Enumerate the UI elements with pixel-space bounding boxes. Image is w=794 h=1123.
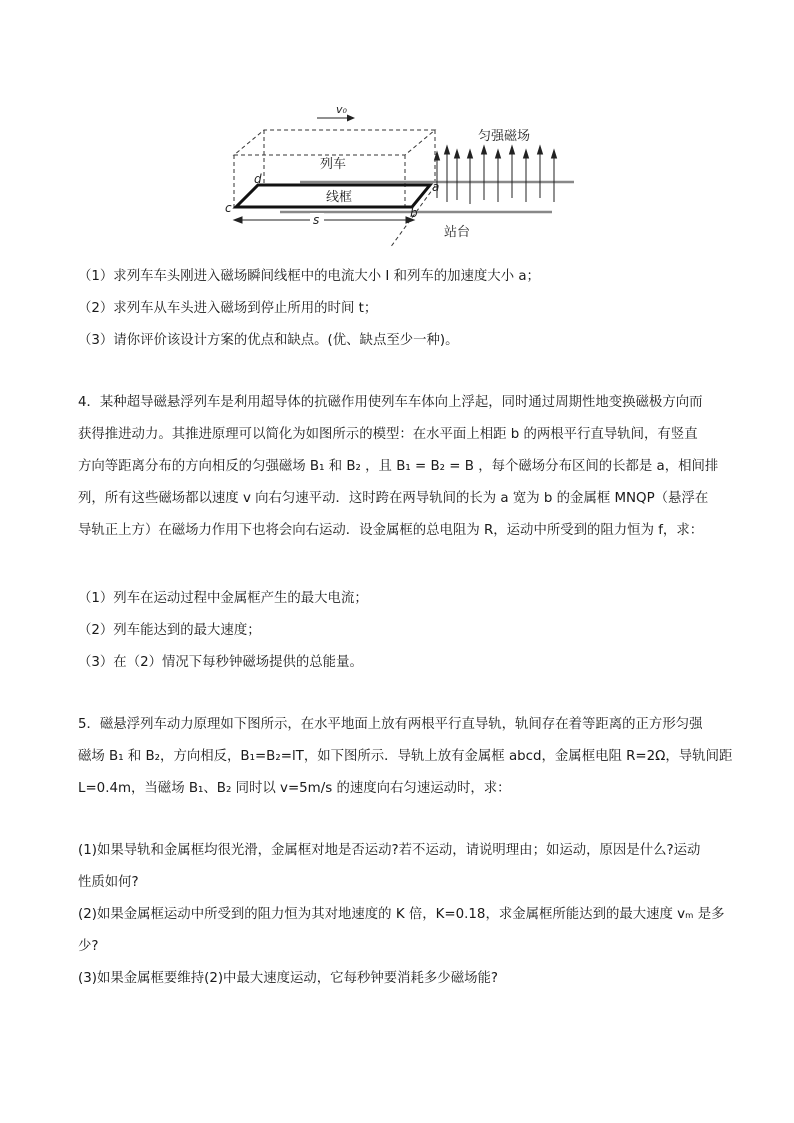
maglev-figure (222, 100, 582, 250)
q5-part-3: (3)如果金属框要维持(2)中最大速度运动，它每秒钟要消耗多少磁场能? (78, 971, 498, 986)
s-label: s (313, 213, 320, 227)
corner-b: b (410, 206, 418, 220)
q4-stem-line-2: 获得推进动力。其推进原理可以简化为如图所示的模型：在水平面上相距 b 的两根平行直导轨间，有竖直 (78, 427, 698, 442)
q5-stem-line-2: 磁场 B₁ 和 B₂，方向相反，B₁=B₂=lT，如下图所示．导轨上放有金属框 abcd，金属框电阻 R=2Ω，导轨间距 (78, 749, 733, 764)
q4-stem-line-3: 方向等距离分布的方向相反的匀强磁场 B₁ 和 B₂ ，且 B₁ = B₂ = B ，每个磁场分布区间的长都是 a，相间排 (78, 459, 719, 474)
platform-label: 站台 (444, 225, 471, 240)
corner-a: a (432, 180, 440, 194)
corner-d: d (254, 172, 262, 186)
q5-part-2-line-2: 少? (78, 939, 99, 954)
q5-part-1-line-1: (1)如果导轨和金属框均很光滑，金属框对地是否运动?若不运动，请说明理由；如运动，原因是什么?运动 (78, 843, 701, 858)
q4-stem-line-5: 导轨正上方）在磁场力作用下也将会向右运动．设金属框的总电阻为 R，运动中所受到的阻力恒为 f，求： (78, 523, 704, 538)
train-label: 列车 (320, 157, 347, 172)
corner-c: c (225, 201, 232, 215)
magnetic-field-arrows (435, 146, 557, 204)
q4-part-3: （3）在（2）情况下每秒钟磁场提供的总能量。 (78, 655, 363, 670)
train-box (234, 130, 435, 248)
q5-part-1-line-2: 性质如何? (78, 875, 139, 890)
q4-stem-line-4: 列，所有这些磁场都以速度 v 向右匀速平动．这时跨在两导轨间的长为 a 宽为 b 的金属框 MNQP（悬浮在 (78, 491, 709, 506)
v0-label: v₀ (336, 103, 347, 116)
q5-part-2-line-1: (2)如果金属框运动中所受到的阻力恒为其对地速度的 K 倍，K=0.18，求金属框所能达到的最大速度 vₘ 是多 (78, 907, 725, 922)
frame-label: 线框 (326, 190, 353, 205)
q3-part-1: （1）求列车车头刚进入磁场瞬间线框中的电流大小 I 和列车的加速度大小 a； (78, 269, 540, 284)
q5-stem-line-3: L=0.4m，当磁场 B₁、B₂ 同时以 v=5m/s 的速度向右匀速运动时，求： (78, 781, 511, 796)
field-label: 匀强磁场 (478, 129, 531, 144)
q3-part-2: （2）求列车从车头进入磁场到停止所用的时间 t； (78, 301, 378, 316)
q4-part-2: （2）列车能达到的最大速度； (78, 623, 261, 638)
q5-stem-line-1: 5．磁悬浮列车动力原理如下图所示，在水平地面上放有两根平行直导轨，轨间存在着等距离的正方形匀强 (78, 717, 703, 732)
q4-part-1: （1）列车在运动过程中金属框产生的最大电流； (78, 591, 368, 606)
q4-stem-line-1: 4．某种超导磁悬浮列车是利用超导体的抗磁作用使列车车体向上浮起，同时通过周期性地变换磁极方向而 (78, 395, 703, 410)
q3-part-3: （3）请你评价该设计方案的优点和缺点。(优、缺点至少一种)。 (78, 333, 459, 348)
